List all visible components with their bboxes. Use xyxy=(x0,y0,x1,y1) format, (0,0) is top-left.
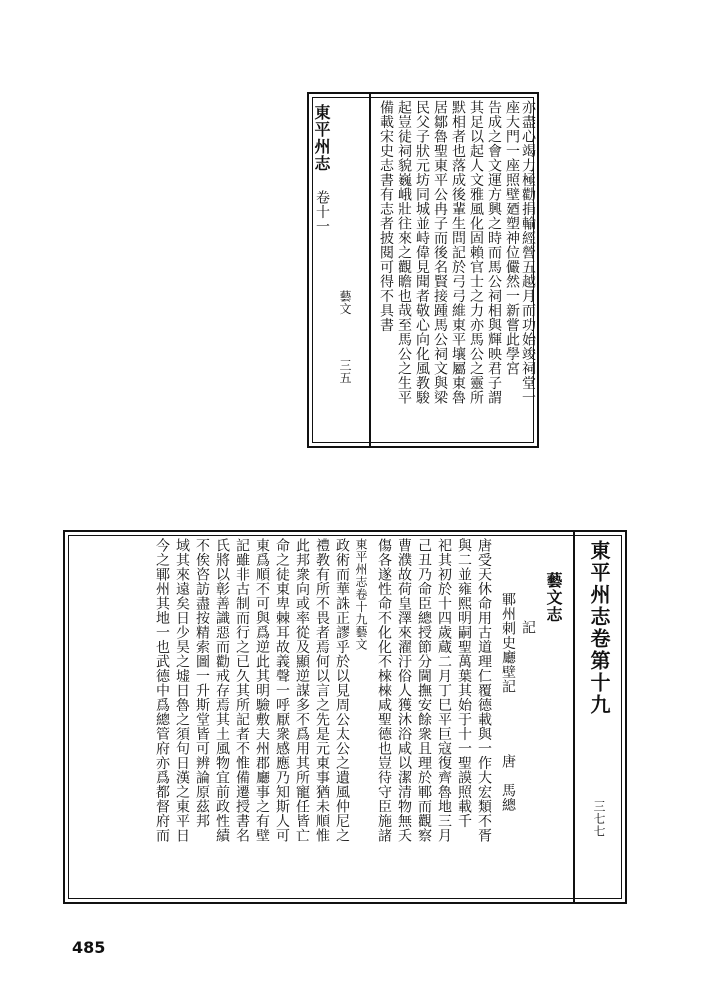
subsection-title: 記 xyxy=(520,620,536,635)
essay-author: 唐 馬總 xyxy=(500,754,516,812)
top-col-8: 起豈徒祠貌巍峨壯往來之觀瞻也哉至馬公之生平 xyxy=(396,100,412,405)
body-col-10: 命之徒東卑棘耳故義聲一呼厭衆感應乃知斯人可 xyxy=(274,538,290,843)
essay-title: 鄆州刺史廳壁記 xyxy=(500,592,516,694)
top-margin-title: 東平州志 xyxy=(312,104,331,172)
body-col-7: 政術而華誅正謬乎於以見周公太公之遺風仲尼之 xyxy=(334,538,350,843)
top-col-1: 亦盡心竭力極勸捐輸經營五越月而功始竣祠堂一 xyxy=(520,100,536,405)
body-col-8: 禮教有所不畏者焉何以言之先是元東事猶未順惟 xyxy=(314,538,330,843)
body-col-15: 域其來遠矣日少昊之墟日魯之須句日漢之東平日 xyxy=(174,538,190,843)
top-col-3: 告成之會文運方興之時而馬公祠相與輝映君子謂 xyxy=(486,100,502,405)
top-col-9: 備載宋史志書有志者披閱可得不具書 xyxy=(378,100,394,332)
body-col-9: 此邦衆向或率從及顯逆謀多不爲用其所寵任皆亡 xyxy=(294,538,310,843)
bottom-page xyxy=(63,530,627,904)
top-margin-folio: 三五 xyxy=(338,359,352,384)
bottom-margin-title: 東平州志卷第十九 xyxy=(587,540,611,716)
top-col-5: 默相者也落成後輩生問記於弓弓維東平壤屬東魯 xyxy=(450,100,466,405)
bottom-page-margin-column xyxy=(573,532,627,902)
top-margin-category: 藝文 xyxy=(338,290,352,315)
top-col-4: 其足以起人文雅風化固賴官士之力亦馬公之靈所 xyxy=(468,100,484,405)
section-title: 藝文志 xyxy=(544,572,563,623)
bottom-margin-folio: 三七七 xyxy=(592,800,606,838)
body-col-6: 傷各遂性命不化化不棶棶咸聖德也豈待守臣施諸 xyxy=(376,538,392,843)
body-col-13: 氏將以彰善識惡而勸戒存焉其土風物宜前政性績 xyxy=(214,538,230,843)
top-page-margin-column xyxy=(309,94,371,446)
body-col-3: 祀其初於十四歲蔵二月丁巳平巨寇復齊魯地三月 xyxy=(436,538,452,843)
body-col-12: 記雖非古制而行之已久其所記者不惟備遷授書名 xyxy=(234,538,250,843)
body-col-14: 不俟咨訪盡按精索圖一升斯堂皆可辨論原茲邦 xyxy=(194,538,210,828)
body-col-11: 東爲順不可與爲逆此其明驗敷夫州郡廳事之有壁 xyxy=(254,538,270,843)
body-col-16: 今之鄆州其地一也武德中爲總管府亦爲都督府而 xyxy=(154,538,170,843)
inline-margin-marker: 東平州志卷十九藝文 xyxy=(354,538,368,651)
body-col-5: 曹濮故荷皇澤來濯汙俗人獲沐浴咸以潔清物無夭 xyxy=(396,538,412,843)
top-col-7: 民父子狀元坊同城並峙偉見聞者敬心向化風教駿 xyxy=(414,100,430,405)
top-margin-section: 卷十一 xyxy=(314,190,330,234)
body-col-4: 己丑乃命臣總授節分閫撫安餘衆且理於鄆而觀察 xyxy=(416,538,432,843)
top-page xyxy=(307,92,539,448)
top-col-6: 居鄒魯聖東平公冉子而後名賢接踵馬公祠文與梁 xyxy=(432,100,448,405)
body-col-2: 與二並雍熙明嗣聖萬葉其始于十一聖謨照載千 xyxy=(456,538,472,828)
top-col-2: 座大門一座照壁廼塑神位儼然一新嘗此學宮 xyxy=(504,100,520,376)
page-number: 485 xyxy=(72,938,106,957)
body-col-1: 唐受天休命用古道理仁覆德載與一作大宏類不胥 xyxy=(476,538,492,843)
